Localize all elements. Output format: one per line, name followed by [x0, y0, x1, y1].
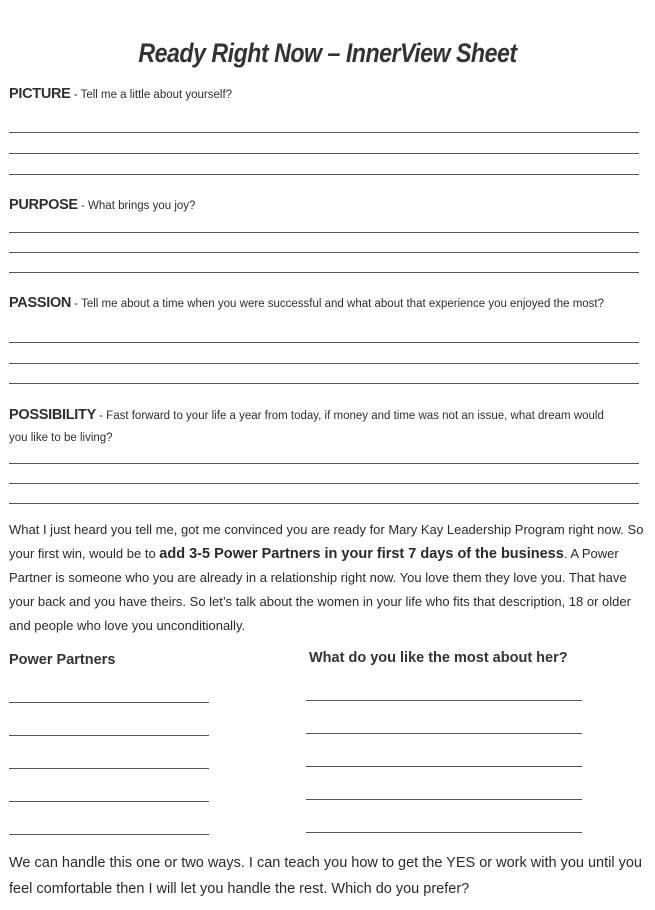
answer-line[interactable] [9, 132, 639, 133]
closing-paragraph: We can handle this one or two ways. I can teach you how to get the YES or work with you until you feel comfortable then I will let you handle the rest. Which do you prefer? [9, 855, 642, 897]
partner-name-line[interactable] [9, 735, 209, 736]
explanation-paragraph: What I just heard you tell me, got me convinced you are ready for Mary Kay Leadership Program right now. So your first win, would be to add 3-5 Power Partners in your first 7 days of the business. A Power Partner is someone who you are already in a relationship right now. You love them they love you. That have your back and you have theirs. So let’s talk about the women in your life who fits that description, 18 or older and people who love you unconditionally. [9, 522, 644, 633]
goal-highlight: add 3-5 Power Partners in your first 7 days of the business [159, 546, 564, 562]
partner-name-line[interactable] [9, 702, 209, 703]
section-purpose: PURPOSE - What brings you joy? [9, 197, 196, 213]
answer-line[interactable] [9, 503, 639, 504]
partner-name-line[interactable] [9, 834, 209, 835]
power-partners-header: Power Partners [9, 652, 116, 668]
section-question: Fast forward to your life a year from today, if money and time was not an issue, what dream would [106, 410, 604, 422]
like-most-line[interactable] [306, 700, 582, 701]
page-title: Ready Right Now – InnerView Sheet [138, 38, 517, 68]
section-picture: PICTURE - Tell me a little about yourself? [9, 86, 233, 102]
answer-line[interactable] [9, 153, 639, 154]
section-label: PICTURE [9, 86, 71, 102]
section-question: What brings you joy? [88, 200, 196, 212]
like-most-header: What do you like the most about her? [309, 650, 568, 666]
section-possibility: POSSIBILITY - Fast forward to your life a year from today, if money and time was not an issue, what dream would [9, 407, 604, 423]
answer-line[interactable] [9, 252, 639, 253]
section-question: Tell me about a time when you were successful and what about that experience you enjoyed the most? [81, 298, 605, 310]
section-label: POSSIBILITY [9, 407, 96, 423]
answer-line[interactable] [9, 463, 639, 464]
partner-name-line[interactable] [9, 801, 209, 802]
answer-line[interactable] [9, 383, 639, 384]
section-question: Tell me a little about yourself? [80, 89, 233, 101]
partner-name-line[interactable] [9, 768, 209, 769]
section-question-continued: you like to be living? [9, 432, 113, 444]
answer-line[interactable] [9, 342, 639, 343]
like-most-line[interactable] [306, 766, 582, 767]
section-passion: PASSION - Tell me about a time when you were successful and what about that experience you enjoyed the most? [9, 295, 605, 311]
answer-line[interactable] [9, 272, 639, 273]
answer-line[interactable] [9, 232, 639, 233]
like-most-line[interactable] [306, 733, 582, 734]
answer-line[interactable] [9, 363, 639, 364]
like-most-line[interactable] [306, 799, 582, 800]
answer-line[interactable] [9, 174, 639, 175]
section-label: PASSION [9, 295, 72, 311]
section-label: PURPOSE [9, 197, 78, 213]
like-most-line[interactable] [306, 832, 582, 833]
answer-line[interactable] [9, 483, 639, 484]
